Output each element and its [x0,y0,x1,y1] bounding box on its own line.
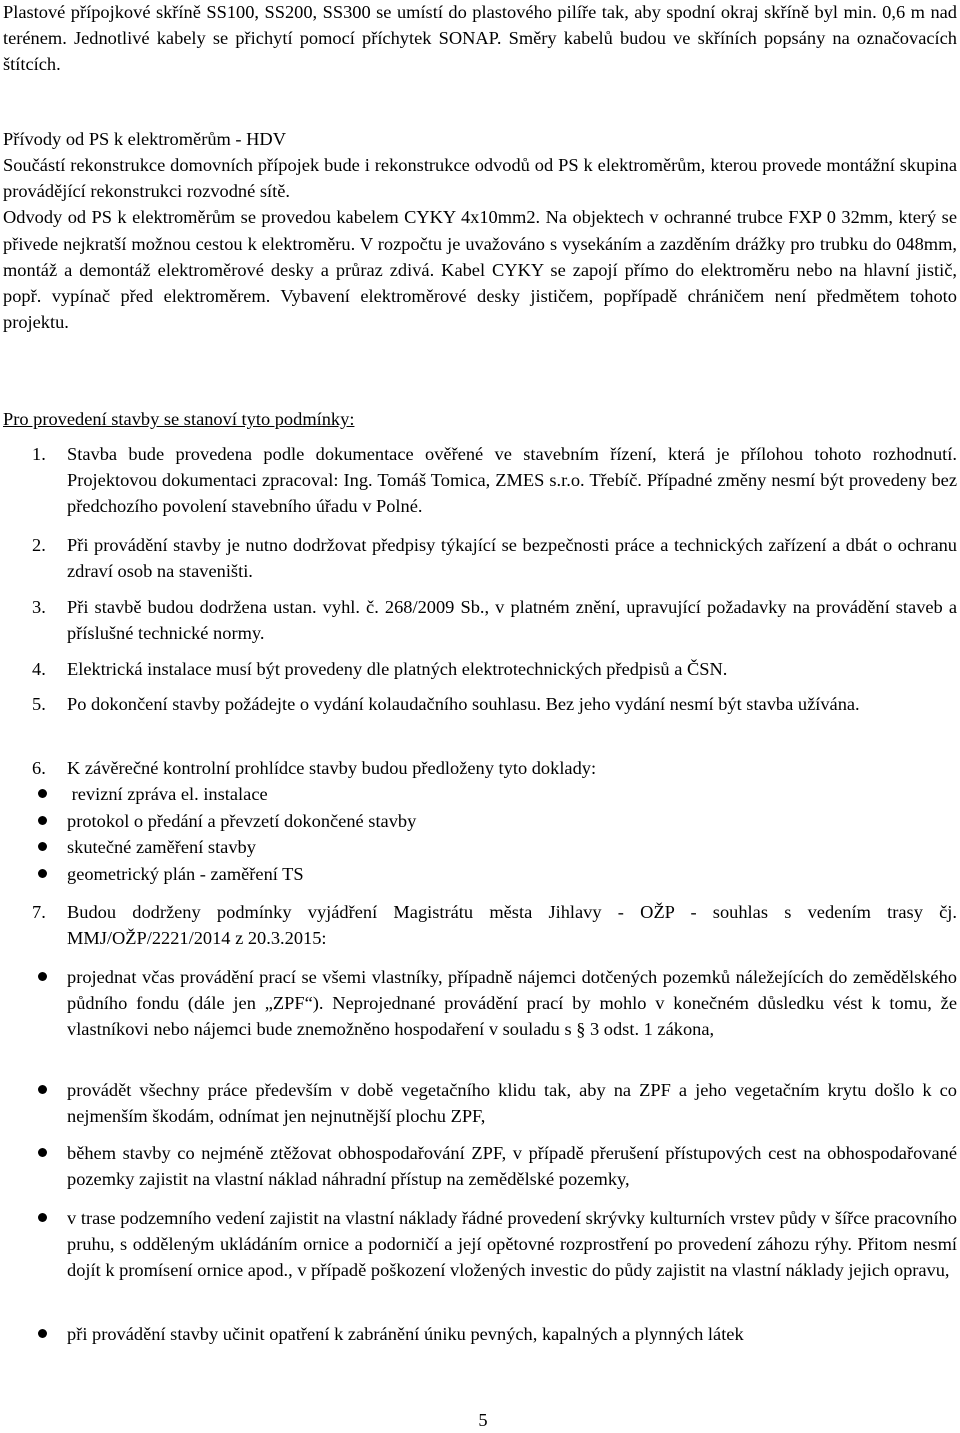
hdv-section-title: Přívody od PS k elektroměrům - HDV [3,129,286,149]
item-number: 6. [32,758,46,778]
item-number: 3. [32,597,46,617]
hdv-section-body [3,152,957,335]
item-number: 1. [32,444,46,464]
list-item-text: skutečné zaměření stavby [67,837,256,857]
conditions-heading: Pro provedení stavby se stanoví tyto podmínky: [3,409,355,429]
bullet-icon [38,1329,47,1338]
bullet-icon [38,842,47,851]
item-text: Elektrická instalace musí být provedeny dle platných elektrotechnických předpisů a ČSN. [67,659,728,679]
item-text: Budou dodrženy podmínky vyjádření Magistrátu města Jihlavy - OŽP - souhlas s vedením trasy čj. MMJ/OŽP/2221/2014 z 20.3.2015: [67,902,957,949]
page-number: 5 [478,1410,488,1430]
list-item-text: při provádění stavby učinit opatření k zabránění úniku pevných, kapalných a plynných látek [67,1324,744,1344]
bullet-icon [38,1213,47,1222]
list-item-text: projednat včas provádění prací se všemi vlastníky, případně nájemci dotčených pozemků náležejících do zemědělského půdního fondu (dále jen „ZPF“). Neprojednané provádění prací by mohlo v konečném důsledku vést k tomu, že vlastníkovi nebo nájemci bude znemožněno hospodaření v souladu s § 3 odst. 1 zákona, [67,967,957,1040]
list-item-text: v trase podzemního vedení zajistit na vlastní náklady řádné provedení skrývky kulturních vrstev půdy v šířce pracovního pruhu, s odděleným ukládáním ornice a podorničí a její opětovné rozprostření po provedení záhozu rýhy. Přitom nesmí dojít k promísení ornice apod., v případě poškození vložených investic do půdy zajistit na vlastní náklady jejich opravu, [67,1208,957,1281]
item-number: 4. [32,659,46,679]
bullet-icon [38,1148,47,1157]
item-text: Při stavbě budou dodržena ustan. vyhl. č. 268/2009 Sb., v platném znění, upravující požadavky na provádění staveb a příslušné technické normy. [67,597,957,644]
bullet-icon [38,789,47,798]
item-text: K závěrečné kontrolní prohlídce stavby budou předloženy tyto doklady: [67,758,597,778]
item-text: Stavba bude provedena podle dokumentace ověřené ve stavebním řízení, která je přílohou tohoto rozhodnutí. Projektovou dokumentaci zpracoval: Ing. Tomáš Tomica, ZMES s.r.o. Třebíč. Případné změny nesmí být provedeny bez předchozího povolení stavebního úřadu v Polné. [67,444,957,517]
list-item-text: geometrický plán - zaměření TS [67,864,304,884]
item-text: Po dokončení stavby požádejte o vydání kolaudačního souhlasu. Bez jeho vydání nesmí být stavba užívána. [67,694,860,714]
list-item-text: protokol o předání a převzetí dokončené stavby [67,811,417,831]
list-item-text: během stavby co nejméně ztěžovat obhospodařování ZPF, v případě přerušení přístupových cest na obhospodařované pozemky zajistit na vlastní náklad náhradní přístup na zemědělské pozemky, [67,1143,957,1190]
hdv-paragraph-2: Odvody od PS k elektroměrům se provedou kabelem CYKY 4x10mm2. Na objektech v ochranné trubce FXP 0 32mm, který se přivede nejkratší možnou cestou k elektroměru. V rozpočtu je uvažováno s vysekáním a zazděním drážky pro trubku do 048mm, montáž a demontáž elektroměrové desky a průraz zdivá. Kabel CYKY se zapojí přímo do elektroměru nebo na hlavní jistič, popř. vypínač před elektroměrem. Vybavení elektroměrové desky jističem, popřípadě chráničem není předmětem tohoto projektu. [3,207,957,333]
list-item-text: provádět všechny práce především v době vegetačního klidu tak, aby na ZPF a jeho vegetačním krytu došlo k co nejmenším škodám, odnímat jen nejnutnější plochu ZPF, [67,1080,957,1127]
intro-paragraph: Plastové přípojkové skříně SS100, SS200, SS300 se umístí do plastového pilíře tak, aby spodní okraj skříně byl min. 0,6 m nad terénem. Jednotlivé kabely se přichytí pomocí příchytek SONAP. Směry kabelů budou ve skříních popsány na označovacích štítcích. [3,2,957,75]
bullet-icon [38,972,47,981]
bullet-icon [38,1085,47,1094]
item-number: 2. [32,535,46,555]
item-number: 7. [32,902,46,922]
bullet-icon [38,869,47,878]
bullet-icon [38,816,47,825]
hdv-paragraph-1: Součástí rekonstrukce domovních přípojek bude i rekonstrukce odvodů od PS k elektroměrům, kterou provede montážní skupina provádějící rekonstrukci rozvodné sítě. [3,155,957,202]
list-item-text: revizní zpráva el. instalace [67,784,268,804]
item-text: Při provádění stavby je nutno dodržovat předpisy týkající se bezpečnosti práce a technických zařízení a dbát o ochranu zdraví osob na staveništi. [67,535,957,582]
item-number: 5. [32,694,46,714]
